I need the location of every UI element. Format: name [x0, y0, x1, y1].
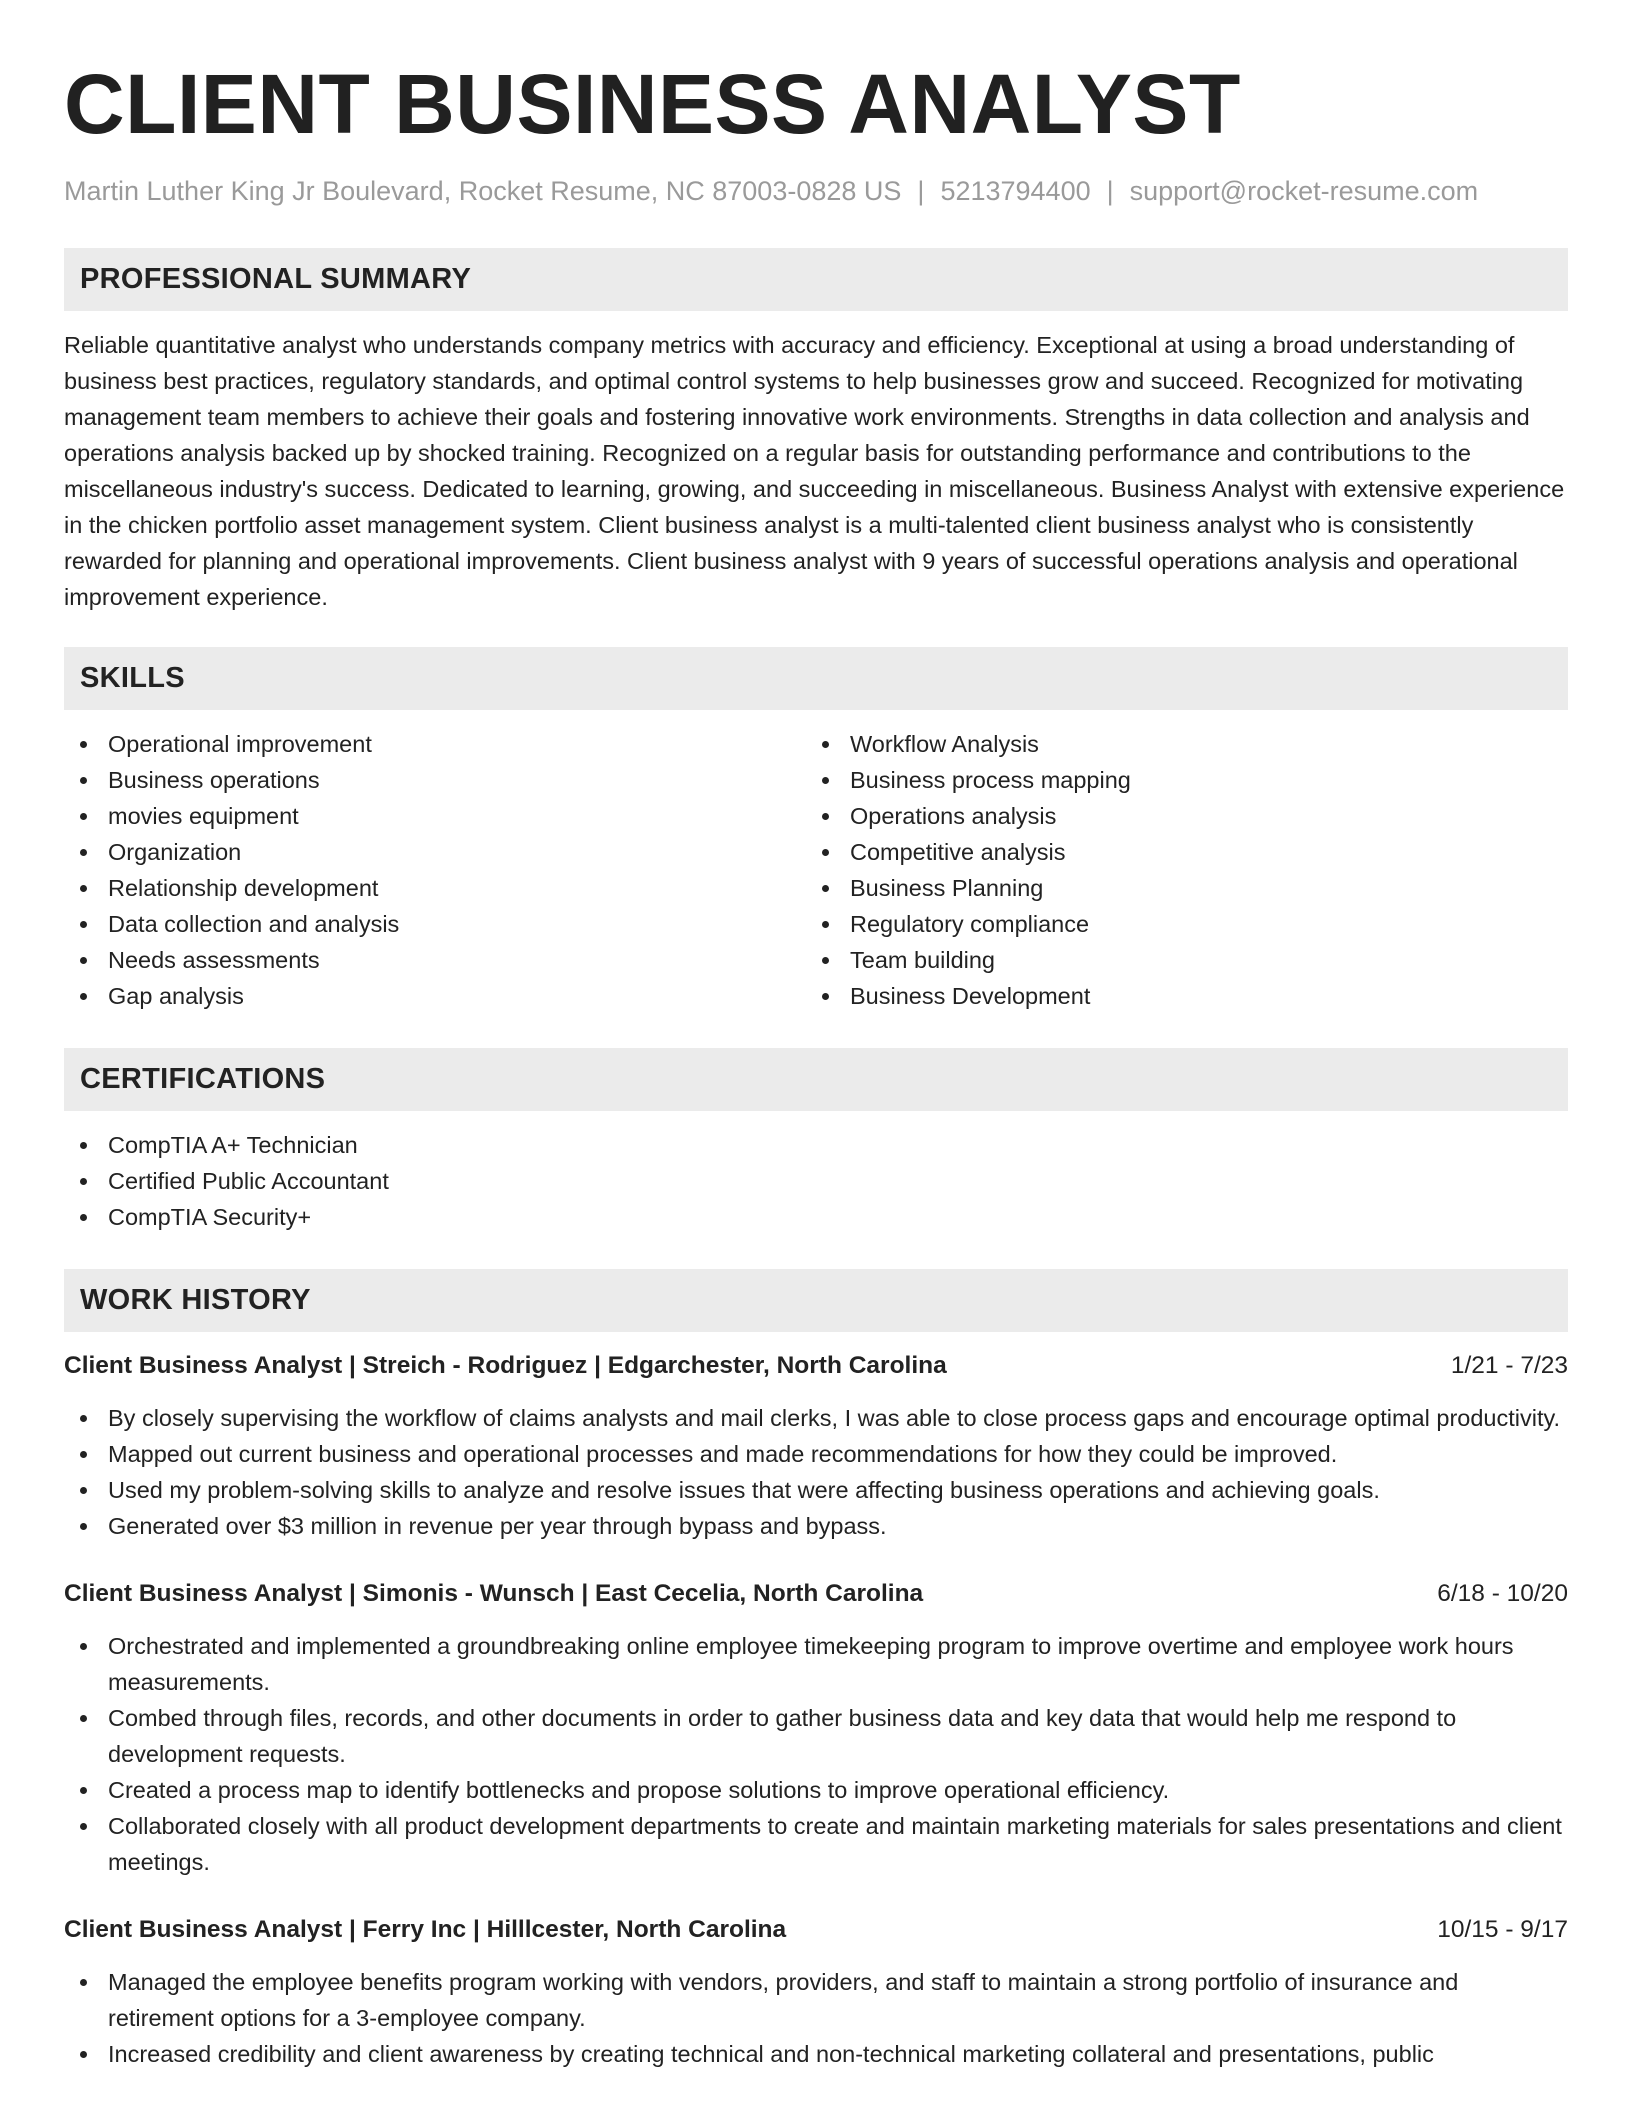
certification-item: Certified Public Accountant [64, 1163, 1568, 1199]
skill-item: Business process mapping [806, 762, 1548, 798]
skill-item: Team building [806, 942, 1548, 978]
contact-phone: 5213794400 [940, 176, 1091, 206]
skill-item: Competitive analysis [806, 834, 1548, 870]
certification-item: CompTIA Security+ [64, 1199, 1568, 1235]
job-entry [64, 1912, 1568, 2072]
skill-item: Needs assessments [64, 942, 806, 978]
contact-address: Martin Luther King Jr Boulevard, Rocket Resume, NC 87003-0828 US [64, 176, 902, 206]
contact-email: support@rocket-resume.com [1129, 176, 1479, 206]
section-header-work-history: WORK HISTORY [64, 1269, 1568, 1332]
job-bullet: Combed through files, records, and other documents in order to gather business data and key data that would help me respond to development requests. [64, 1700, 1568, 1772]
job-title: Client Business Analyst | Streich - Rodriguez | Edgarchester, North Carolina [64, 1352, 947, 1379]
skill-item: Operations analysis [806, 798, 1548, 834]
job-bullet: Created a process map to identify bottlenecks and propose solutions to improve operational efficiency. [64, 1772, 1568, 1808]
skill-item: Business operations [64, 762, 806, 798]
job-bullet: Generated over $3 million in revenue per year through bypass and bypass. [64, 1508, 1568, 1544]
skill-item: Operational improvement [64, 726, 806, 762]
certification-item: CompTIA A+ Technician [64, 1127, 1568, 1163]
skill-item: Data collection and analysis [64, 906, 806, 942]
section-header-certifications: CERTIFICATIONS [64, 1048, 1568, 1111]
skills-list-left [64, 726, 806, 1014]
job-title: Client Business Analyst | Ferry Inc | Hilllcester, North Carolina [64, 1916, 787, 1943]
job-dates: 6/18 - 10/20 [1437, 1580, 1568, 1607]
skills-list-right [806, 726, 1548, 1014]
job-bullets [64, 1400, 1568, 1544]
skill-item: Regulatory compliance [806, 906, 1548, 942]
contact-line [64, 174, 1568, 208]
job-bullets [64, 1628, 1568, 1880]
section-header-summary: PROFESSIONAL SUMMARY [64, 248, 1568, 311]
job-entry [64, 1576, 1568, 1880]
contact-separator: | [1106, 176, 1114, 206]
skill-item: movies equipment [64, 798, 806, 834]
job-bullet: By closely supervising the workflow of claims analysts and mail clerks, I was able to close process gaps and encourage optimal productivity. [64, 1400, 1568, 1436]
job-bullet: Mapped out current business and operational processes and made recommendations for how they could be improved. [64, 1436, 1568, 1472]
job-bullet: Increased credibility and client awareness by creating technical and non-technical marketing collateral and presentations, public [64, 2036, 1568, 2072]
skill-item: Workflow Analysis [806, 726, 1548, 762]
job-title: Client Business Analyst | Simonis - Wunsch | East Cecelia, North Carolina [64, 1580, 924, 1607]
skill-item: Business Development [806, 978, 1548, 1014]
job-entry [64, 1348, 1568, 1544]
skill-item: Gap analysis [64, 978, 806, 1014]
job-bullet: Used my problem-solving skills to analyze and resolve issues that were affecting business operations and achieving goals. [64, 1472, 1568, 1508]
summary-text: Reliable quantitative analyst who understands company metrics with accuracy and efficiency. Exceptional at using a broad understanding of business best practices, regulatory standards, and optimal control systems to help businesses grow and succeed. Recognized for motivating management team members to achieve their goals and fostering innovative work environments. Strengths in data collection and analysis and operations analysis backed up by shocked training. Recognized on a regular basis for outstanding performance and contributions to the miscellaneous industry's success. Dedicated to learning, growing, and succeeding in miscellaneous. Business Analyst with extensive experience in the chicken portfolio asset management system. Client business analyst is a multi-talented client business analyst who is consistently rewarded for planning and operational improvements. Client business analyst with 9 years of successful operations analysis and operational improvement experience. [64, 332, 1565, 610]
resume-page [64, 56, 1568, 2072]
skill-item: Relationship development [64, 870, 806, 906]
contact-separator: | [917, 176, 925, 206]
job-header [64, 1348, 1568, 1384]
skill-item: Business Planning [806, 870, 1548, 906]
job-dates: 1/21 - 7/23 [1450, 1352, 1568, 1379]
job-bullet: Collaborated closely with all product development departments to create and maintain marketing materials for sales presentations and client meetings. [64, 1808, 1568, 1880]
job-header [64, 1576, 1568, 1612]
resume-name-title: CLIENT BUSINESS ANALYST [64, 57, 1241, 151]
skills-columns [64, 726, 1568, 1014]
skill-item: Organization [64, 834, 806, 870]
job-header [64, 1912, 1568, 1948]
certifications-list [64, 1127, 1568, 1235]
job-bullet: Orchestrated and implemented a groundbreaking online employee timekeeping program to improve overtime and employee work hours measurements. [64, 1628, 1568, 1700]
section-header-skills: SKILLS [64, 647, 1568, 710]
job-dates: 10/15 - 9/17 [1437, 1916, 1568, 1943]
job-bullet: Managed the employee benefits program working with vendors, providers, and staff to maintain a strong portfolio of insurance and retirement options for a 3-employee company. [64, 1964, 1568, 2036]
job-bullets [64, 1964, 1568, 2072]
